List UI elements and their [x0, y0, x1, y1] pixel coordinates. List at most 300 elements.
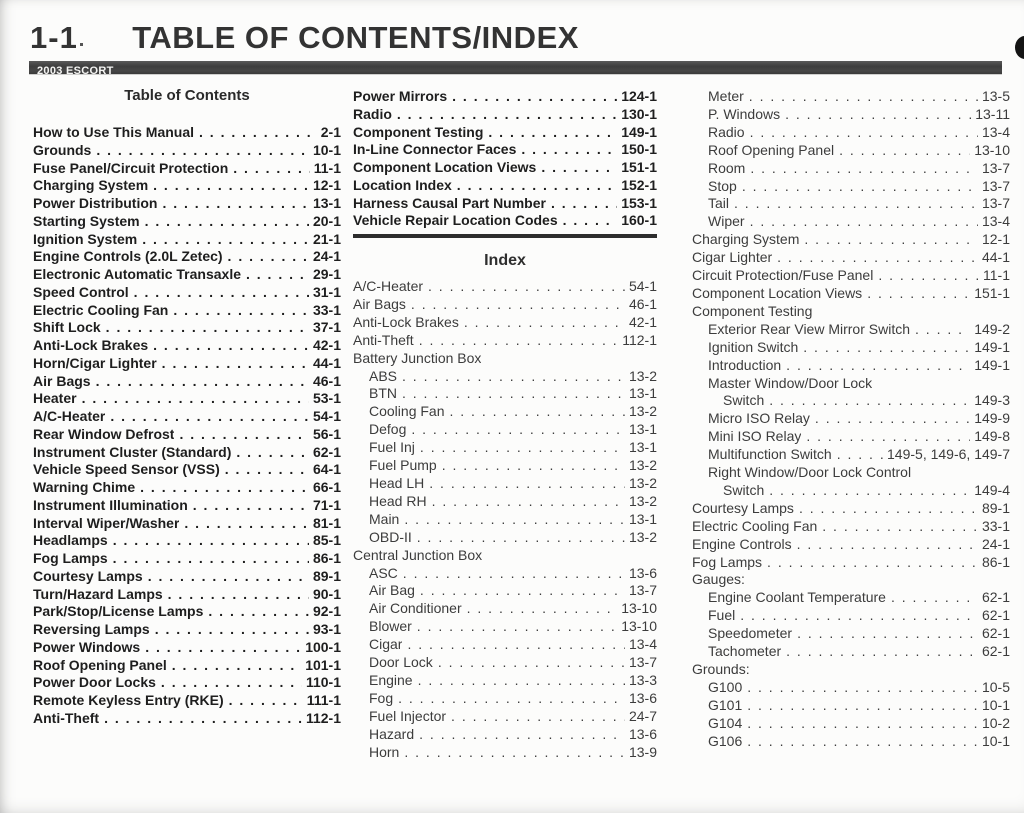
entry-label: Switch	[723, 392, 765, 409]
entry-label: How to Use This Manual	[33, 124, 195, 140]
entry-page-number: 2-1	[320, 124, 341, 140]
entry-label: Meter	[708, 88, 744, 104]
index-entry	[692, 589, 1010, 607]
entry-label: Instrument Illumination	[33, 496, 188, 513]
index-entry	[353, 654, 657, 672]
toc-entry	[33, 586, 341, 604]
entry-page-number: 112-1	[622, 331, 657, 348]
toc-entry	[33, 479, 341, 497]
entry-page-number: 62-1	[312, 443, 341, 460]
entry-label: ASC	[369, 564, 398, 581]
index-entry	[692, 571, 1010, 589]
model-bar	[29, 61, 1002, 77]
entry-page-number: 110-1	[305, 674, 341, 691]
toc-entry	[33, 674, 341, 692]
toc-entry	[33, 390, 341, 408]
index-entry	[692, 160, 1010, 178]
entry-page-number: 24-7	[628, 707, 657, 724]
entry-label: Courtesy Lamps	[692, 499, 794, 516]
entry-label: Warning Chime	[33, 479, 136, 495]
entry-label: Mini ISO Relay	[708, 428, 802, 445]
index-entry	[692, 500, 1010, 518]
entry-page-number: 33-1	[981, 517, 1010, 534]
entry-page-number: 13-1	[628, 385, 657, 402]
index-entry	[353, 368, 657, 386]
entry-label: Blower	[369, 618, 412, 635]
entry-label: Fuel Inj	[369, 439, 415, 456]
dot-leader	[867, 285, 970, 303]
dot-leader	[172, 657, 301, 675]
dot-leader	[488, 124, 617, 142]
dot-leader	[742, 178, 978, 196]
entry-label: Fuel Pump	[369, 457, 437, 474]
entry-label: Shift Lock	[33, 319, 101, 336]
index-entry	[692, 607, 1010, 625]
entry-page-number: 89-1	[981, 499, 1010, 516]
index-column-3	[692, 88, 1010, 751]
entry-page-number: 85-1	[312, 532, 341, 549]
entry-page-number: 54-1	[628, 278, 657, 294]
entry-page-number: 124-1	[621, 88, 657, 104]
dot-leader	[142, 231, 309, 249]
dot-leader	[104, 710, 302, 728]
dot-leader	[467, 600, 618, 618]
dot-leader	[822, 518, 978, 536]
index-entry	[353, 350, 657, 368]
model-badge: 2003 ESCORT	[37, 65, 114, 77]
entry-label: Instrument Cluster (Standard)	[33, 443, 232, 460]
entry-page-number: 13-6	[628, 725, 657, 742]
entry-page-number: 112-1	[305, 709, 341, 726]
dot-leader	[806, 428, 970, 446]
entry-page-number: 151-1	[974, 284, 1010, 301]
dot-leader	[438, 654, 625, 672]
dot-leader	[563, 212, 618, 230]
entry-label: Engine Controls (2.0L Zetec)	[33, 248, 223, 265]
entry-page-number: 149-1	[974, 338, 1010, 355]
toc-entry	[33, 177, 341, 195]
dot-leader	[804, 231, 978, 249]
index-entry	[692, 375, 1010, 393]
entry-label: Grounds	[33, 141, 92, 158]
entry-label: BTN	[369, 385, 397, 402]
entry-label: Hazard	[369, 725, 415, 742]
dot-leader	[915, 321, 970, 339]
dot-leader	[767, 554, 978, 572]
index-entry	[692, 178, 1010, 196]
entry-label: Charging System	[692, 231, 800, 248]
toc-entry	[353, 124, 657, 142]
entry-page-number: 21-1	[312, 230, 341, 247]
toc-entry	[33, 692, 341, 710]
entry-page-number: 24-1	[981, 535, 1010, 552]
dot-leader	[404, 511, 625, 529]
index-entry	[353, 403, 657, 421]
toc-entry	[33, 497, 341, 515]
entry-label: Exterior Rear View Mirror Switch	[708, 320, 911, 337]
entry-page-number: 152-1	[621, 176, 657, 193]
toc-column-2	[353, 88, 657, 761]
entry-page-number: 29-1	[312, 266, 341, 282]
dot-leader	[229, 692, 303, 710]
section-number: 1-1	[30, 20, 78, 55]
dot-leader	[398, 690, 625, 708]
dot-leader	[457, 177, 617, 195]
entry-label: Component Location Views	[692, 284, 863, 301]
entry-label: Fuel	[708, 607, 736, 624]
entry-label: Horn/Cigar Lighter	[33, 354, 157, 371]
entry-label: Speed Control	[33, 283, 129, 300]
entry-page-number: 149-1	[621, 123, 657, 140]
index-entry	[692, 106, 1010, 124]
dot-leader	[418, 672, 625, 690]
entry-page-number: 13-3	[628, 671, 657, 688]
toc-list-col1	[33, 124, 341, 728]
entry-page-number: 12-1	[981, 231, 1010, 248]
entry-page-number: 42-1	[628, 313, 657, 330]
index-entry	[353, 278, 657, 296]
toc-entry	[33, 373, 341, 391]
index-entry	[353, 672, 657, 690]
dot-leader	[225, 461, 309, 479]
entry-page-number: 13-2	[628, 367, 657, 384]
entry-label: Fog Lamps	[692, 553, 763, 570]
entry-label: Headlamps	[33, 532, 108, 549]
entry-page-number: 149-9	[974, 410, 1010, 427]
entry-page-number: 13-2	[628, 474, 657, 491]
index-entry	[692, 249, 1010, 267]
entry-label: Room	[708, 159, 746, 176]
dot-leader	[173, 302, 309, 320]
toc-entry	[33, 355, 341, 373]
entry-label: Tail	[708, 195, 730, 212]
entry-label: Right Window/Door Lock Control	[708, 464, 912, 481]
dot-leader	[402, 385, 625, 403]
dot-leader	[541, 159, 617, 177]
index-entry	[353, 618, 657, 636]
index-entry	[692, 428, 1010, 446]
entry-label: A/C-Heater	[353, 278, 424, 294]
toc-entry	[33, 426, 341, 444]
entry-label: Anti-Theft	[33, 709, 100, 726]
entry-page-number: 62-1	[981, 625, 1010, 642]
dot-leader	[419, 332, 619, 350]
index-entry	[692, 446, 1010, 464]
dot-leader	[233, 160, 309, 178]
toc-list-col2	[353, 88, 657, 230]
index-entry	[692, 410, 1010, 428]
dot-leader	[747, 679, 978, 697]
entry-label: Air Bag	[369, 582, 415, 599]
index-entry	[692, 231, 1010, 249]
toc-entry	[353, 177, 657, 195]
toc-entry	[33, 124, 341, 142]
dot-leader	[451, 708, 625, 726]
entry-label: Electronic Automatic Transaxle	[33, 266, 241, 282]
entry-label: Gauges:	[692, 571, 745, 588]
entry-label: Air Bags	[353, 295, 406, 312]
dot-leader	[162, 195, 309, 213]
index-entry	[692, 536, 1010, 554]
entry-page-number: 149-3	[974, 392, 1010, 409]
entry-label: Engine Controls	[692, 535, 792, 552]
entry-label: Grounds:	[692, 661, 750, 677]
dot-leader	[199, 124, 317, 142]
section-dot	[80, 43, 83, 46]
entry-page-number: 149-1	[974, 356, 1010, 373]
entry-label: Tachometer	[708, 643, 782, 660]
entry-page-number: 13-1	[628, 421, 657, 438]
entry-label: Interval Wiper/Washer	[33, 514, 180, 531]
entry-page-number: 46-1	[312, 372, 341, 389]
toc-entry	[33, 550, 341, 568]
entry-label: Remote Keyless Entry (RKE)	[33, 692, 224, 708]
entry-label: Multifunction Switch	[708, 446, 832, 463]
entry-page-number: 13-10	[974, 141, 1010, 158]
dot-leader	[785, 106, 971, 124]
entry-label: Component Location Views	[353, 159, 537, 175]
dot-leader	[740, 607, 978, 625]
dot-leader	[417, 618, 617, 636]
index-entry	[692, 285, 1010, 303]
entry-label: Head LH	[369, 474, 425, 491]
toc-entry	[353, 159, 657, 177]
toc-entry	[33, 603, 341, 621]
index-entry	[353, 726, 657, 744]
toc-entry	[353, 195, 657, 213]
entry-page-number: 64-1	[312, 461, 341, 478]
index-entry	[692, 124, 1010, 142]
index-heading: Index	[484, 252, 526, 269]
dot-leader	[411, 421, 625, 439]
entry-label: Engine	[369, 671, 413, 688]
entry-page-number: 62-1	[981, 643, 1010, 660]
dot-leader	[799, 500, 978, 518]
entry-label: Stop	[708, 177, 737, 194]
dot-leader	[402, 368, 625, 386]
entry-label: OBD-II	[369, 528, 412, 545]
entry-label: Power Windows	[33, 638, 141, 655]
entry-page-number: 149-5, 149-6, 149-7	[887, 446, 1010, 463]
entry-page-number: 13-6	[628, 689, 657, 706]
dot-leader	[464, 314, 625, 332]
entry-label: P. Windows	[708, 105, 781, 122]
toc-entry	[33, 266, 341, 284]
index-entry	[353, 421, 657, 439]
entry-page-number: 149-2	[974, 320, 1010, 337]
dot-leader	[153, 337, 309, 355]
entry-page-number: 10-1	[312, 141, 341, 158]
dot-leader	[208, 603, 309, 621]
entry-page-number: 44-1	[312, 354, 341, 371]
dot-leader	[420, 582, 625, 600]
entry-page-number: 71-1	[312, 496, 341, 513]
dot-leader	[397, 106, 617, 124]
entry-page-number: 150-1	[621, 141, 657, 158]
entry-page-number: 13-2	[628, 528, 657, 545]
dot-leader	[113, 532, 309, 550]
index-entry	[692, 321, 1010, 339]
entry-page-number: 42-1	[312, 337, 341, 353]
entry-page-number: 13-1	[312, 195, 341, 211]
dot-leader	[82, 390, 309, 408]
dot-leader	[113, 550, 309, 568]
entry-label: Rear Window Defrost	[33, 425, 175, 442]
toc-entry	[33, 284, 341, 302]
toc-heading: Table of Contents	[124, 87, 250, 104]
entry-label: Fog	[369, 689, 394, 706]
entry-label: Electric Cooling Fan	[33, 301, 169, 318]
dot-leader	[161, 674, 302, 692]
dot-leader	[551, 195, 617, 213]
entry-label: Anti-Lock Brakes	[33, 337, 149, 353]
toc-entry	[33, 231, 341, 249]
index-entry	[353, 547, 657, 565]
entry-page-number: 86-1	[312, 550, 341, 566]
entry-page-number: 37-1	[312, 319, 341, 336]
dot-leader	[769, 482, 970, 500]
dot-leader	[797, 625, 978, 643]
index-entry	[692, 679, 1010, 697]
index-entry	[353, 636, 657, 654]
entry-page-number: 151-1	[621, 159, 657, 175]
entry-page-number: 10-2	[981, 714, 1010, 731]
dot-leader	[153, 177, 309, 195]
index-entry	[692, 142, 1010, 160]
index-entry	[353, 296, 657, 314]
toc-entry	[33, 532, 341, 550]
entry-label: Courtesy Lamps	[33, 567, 143, 584]
entry-label: Anti-Theft	[353, 331, 414, 348]
index-entry	[692, 518, 1010, 536]
entry-page-number: 62-1	[981, 607, 1010, 624]
dot-leader	[246, 266, 309, 284]
entry-label: G100	[708, 678, 743, 695]
entry-page-number: 13-1	[628, 510, 657, 527]
dot-leader	[411, 296, 625, 314]
entry-page-number: 31-1	[312, 283, 341, 300]
toc-entry	[33, 195, 341, 213]
index-entry	[353, 690, 657, 708]
entry-page-number: 13-4	[981, 213, 1010, 230]
entry-label: Turn/Hazard Lamps	[33, 585, 163, 602]
entry-page-number: 86-1	[981, 553, 1010, 570]
index-entry	[692, 357, 1010, 375]
entry-page-number: 10-1	[981, 732, 1010, 749]
dot-leader	[786, 643, 978, 661]
entry-label: G101	[708, 696, 743, 713]
entry-page-number: 81-1	[312, 514, 341, 531]
toc-entry	[33, 639, 341, 657]
entry-page-number: 92-1	[312, 603, 341, 620]
entry-page-number: 11-1	[313, 159, 341, 176]
dot-leader	[878, 267, 979, 285]
dot-leader	[786, 357, 970, 375]
entry-page-number: 100-1	[305, 638, 341, 655]
entry-label: Vehicle Speed Sensor (VSS)	[33, 461, 220, 478]
dot-leader	[428, 278, 625, 296]
dot-leader	[228, 248, 309, 266]
entry-label: Door Lock	[369, 654, 433, 671]
dot-leader	[750, 213, 978, 231]
index-entry	[692, 267, 1010, 285]
dot-leader	[236, 444, 309, 462]
index-entry	[353, 708, 657, 726]
entry-label: ABS	[369, 367, 398, 384]
entry-page-number: 12-1	[312, 177, 341, 194]
entry-label: Roof Opening Panel	[708, 141, 835, 158]
toc-entry	[353, 106, 657, 124]
index-entry	[692, 88, 1010, 106]
entry-page-number: 13-4	[981, 123, 1010, 140]
entry-label: A/C-Heater	[33, 408, 106, 424]
entry-page-number: 101-1	[305, 656, 341, 673]
entry-page-number: 53-1	[312, 390, 341, 407]
entry-label: Cigar	[369, 636, 403, 653]
entry-page-number: 13-2	[628, 492, 657, 509]
entry-label: Horn	[369, 743, 400, 760]
index-list-col3	[692, 88, 1010, 751]
entry-page-number: 13-1	[628, 439, 657, 456]
dot-leader	[750, 160, 978, 178]
dot-leader	[419, 726, 625, 744]
index-entry	[692, 464, 1010, 482]
index-entry	[692, 643, 1010, 661]
entry-label: Circuit Protection/Fuse Panel	[692, 267, 874, 284]
index-entry	[692, 697, 1010, 715]
entry-label: Location Index	[353, 176, 452, 193]
entry-label: Fuse Panel/Circuit Protection	[33, 159, 229, 176]
dot-leader	[815, 410, 970, 428]
entry-label: Charging System	[33, 177, 149, 194]
toc-entry	[33, 160, 341, 178]
toc-entry	[33, 461, 341, 479]
entry-label: Heater	[33, 390, 77, 407]
entry-label: Power Door Locks	[33, 674, 156, 691]
toc-entry	[33, 337, 341, 355]
entry-page-number: 13-2	[628, 457, 657, 474]
entry-page-number: 13-7	[981, 195, 1010, 212]
index-entry	[692, 303, 1010, 321]
entry-page-number: 130-1	[621, 105, 657, 122]
dot-leader	[417, 529, 625, 547]
entry-label: Vehicle Repair Location Codes	[353, 212, 558, 229]
toc-entry	[33, 142, 341, 160]
toc-column-1	[33, 88, 341, 728]
index-entry	[353, 439, 657, 457]
entry-label: Head RH	[369, 492, 427, 509]
entry-page-number: 13-9	[628, 743, 657, 760]
dot-leader	[106, 319, 309, 337]
dot-leader	[747, 715, 978, 733]
index-entry	[692, 392, 1010, 410]
entry-label: In-Line Connector Faces	[353, 141, 517, 158]
entry-page-number: 66-1	[312, 479, 341, 495]
index-entry	[353, 475, 657, 493]
entry-label: Cigar Lighter	[692, 249, 773, 266]
entry-label: Fog Lamps	[33, 550, 108, 566]
index-entry	[353, 582, 657, 600]
dot-leader	[134, 284, 309, 302]
dot-leader	[777, 249, 978, 267]
index-entry	[353, 744, 657, 762]
dot-leader	[432, 493, 625, 511]
toc-entry	[33, 621, 341, 639]
dot-leader	[452, 88, 617, 106]
entry-label: Ignition Switch	[708, 338, 799, 355]
dot-leader	[803, 339, 970, 357]
entry-page-number: 13-6	[628, 564, 657, 581]
